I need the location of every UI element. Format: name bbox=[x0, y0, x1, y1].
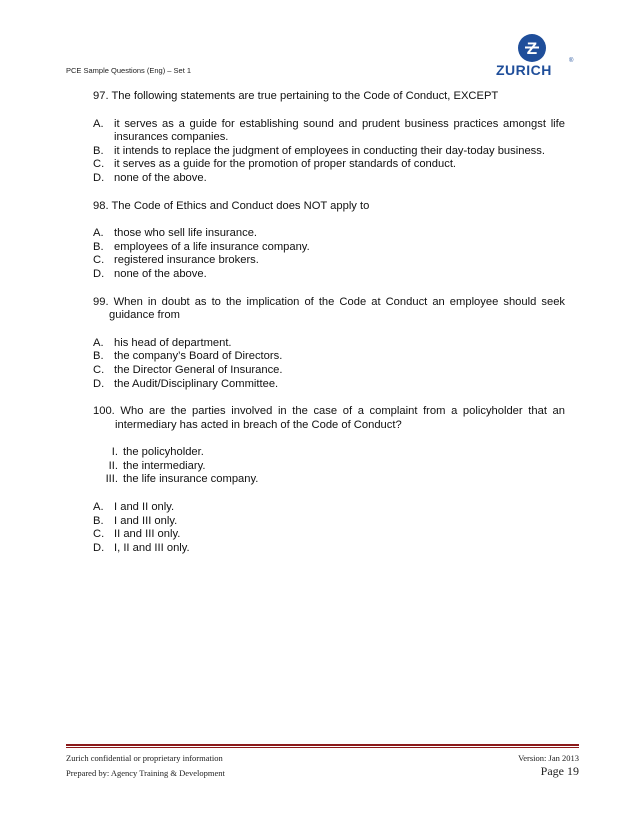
question-text: The Code of Ethics and Conduct does NOT apply to bbox=[111, 199, 370, 212]
question-number: 97. bbox=[93, 90, 109, 102]
statement-numeral: III. bbox=[105, 473, 118, 486]
footer-rule-thin bbox=[66, 747, 579, 748]
statement-text: the policyholder. bbox=[123, 446, 204, 459]
option-text: the Audit/Disciplinary Committee. bbox=[114, 377, 279, 390]
option-text: none of the above. bbox=[114, 267, 207, 280]
footer-rule-thick bbox=[66, 744, 579, 746]
option-letter: D. bbox=[93, 541, 105, 554]
option-letter: C. bbox=[93, 158, 105, 171]
option-text: none of the above. bbox=[114, 171, 207, 184]
option-text: it serves as a guide for the promotion of proper standards of conduct. bbox=[114, 158, 457, 171]
question-content bbox=[93, 90, 565, 555]
footer-prepared-by: Prepared by: Agency Training & Development bbox=[66, 768, 225, 778]
option-d bbox=[93, 542, 565, 556]
option-letter: B. bbox=[93, 514, 104, 527]
question-100-statements bbox=[93, 446, 565, 487]
question-97-stem bbox=[93, 90, 565, 104]
option-text: his head of department. bbox=[114, 336, 232, 349]
footer-version: Version: Jan 2013 bbox=[518, 753, 579, 763]
option-b bbox=[93, 145, 565, 159]
question-100-options bbox=[93, 501, 565, 555]
option-letter: B. bbox=[93, 144, 104, 157]
option-b bbox=[93, 350, 565, 364]
statement-i bbox=[93, 446, 565, 460]
question-98-options bbox=[93, 227, 565, 281]
option-letter: D. bbox=[93, 377, 105, 390]
footer-page-number: Page 19 bbox=[540, 764, 579, 778]
option-letter: A. bbox=[93, 336, 104, 349]
option-text: employees of a life insurance company. bbox=[114, 240, 310, 253]
option-text: I, II and III only. bbox=[114, 541, 190, 554]
statement-iii bbox=[93, 473, 565, 487]
zurich-logo-mark-icon bbox=[518, 34, 546, 62]
option-a bbox=[93, 227, 565, 241]
option-a bbox=[93, 337, 565, 351]
option-text: II and III only. bbox=[114, 528, 181, 541]
option-c bbox=[93, 364, 565, 378]
question-99-options bbox=[93, 337, 565, 391]
option-text: it intends to replace the judgment of employees in conducting their day-today business. bbox=[114, 144, 545, 157]
option-letter: D. bbox=[93, 267, 105, 280]
option-text: the company’s Board of Directors. bbox=[114, 350, 283, 363]
option-letter: C. bbox=[93, 363, 105, 376]
option-d bbox=[93, 378, 565, 392]
option-letter: C. bbox=[93, 528, 105, 541]
option-letter: A. bbox=[93, 501, 104, 514]
option-letter: A. bbox=[93, 227, 104, 240]
statement-ii bbox=[93, 460, 565, 474]
question-99-stem bbox=[93, 296, 565, 323]
statement-text: the intermediary. bbox=[123, 459, 206, 472]
option-letter: D. bbox=[93, 171, 105, 184]
option-text: I and III only. bbox=[114, 514, 178, 527]
statement-numeral: II. bbox=[108, 459, 118, 472]
option-text: it serves as a guide for establishing sound and prudent business practices amongst life insurances companies. bbox=[114, 117, 565, 144]
question-number: 100. bbox=[93, 405, 115, 418]
footer-confidential: Zurich confidential or proprietary information bbox=[66, 753, 223, 763]
question-text: Who are the parties involved in the case of a complaint from a policyholder that an intermediary has acted in breach of the Code of Conduct? bbox=[115, 405, 566, 431]
option-text: those who sell life insurance. bbox=[114, 227, 258, 240]
option-c bbox=[93, 254, 565, 268]
question-98-stem bbox=[93, 200, 565, 214]
option-letter: B. bbox=[93, 240, 104, 253]
page-header-title: PCE Sample Questions (Eng) – Set 1 bbox=[66, 66, 192, 75]
option-d bbox=[93, 172, 565, 186]
question-97-options bbox=[93, 118, 565, 186]
question-number: 98. bbox=[93, 199, 109, 212]
statement-text: the life insurance company. bbox=[123, 473, 259, 486]
option-letter: B. bbox=[93, 350, 104, 363]
question-text: When in doubt as to the implication of the Code at Conduct an employee should seek guidance from bbox=[109, 295, 566, 322]
option-d bbox=[93, 268, 565, 282]
option-b bbox=[93, 241, 565, 255]
question-text: The following statements are true pertaining to the Code of Conduct, EXCEPT bbox=[111, 90, 499, 102]
option-a bbox=[93, 501, 565, 515]
statement-numeral: I. bbox=[111, 446, 118, 459]
option-letter: A. bbox=[93, 117, 104, 130]
option-c bbox=[93, 158, 565, 172]
question-100-stem bbox=[93, 405, 565, 432]
option-b bbox=[93, 515, 565, 529]
option-text: I and II only. bbox=[114, 501, 175, 514]
question-number: 99. bbox=[93, 295, 109, 308]
zurich-logo bbox=[496, 34, 580, 78]
option-text: registered insurance brokers. bbox=[114, 254, 259, 267]
option-a bbox=[93, 118, 565, 145]
option-text: the Director General of Insurance. bbox=[114, 363, 283, 376]
zurich-logo-wordmark: ZURICH bbox=[496, 62, 552, 78]
registered-mark: ® bbox=[569, 58, 574, 64]
option-letter: C. bbox=[93, 254, 105, 267]
option-c bbox=[93, 528, 565, 542]
